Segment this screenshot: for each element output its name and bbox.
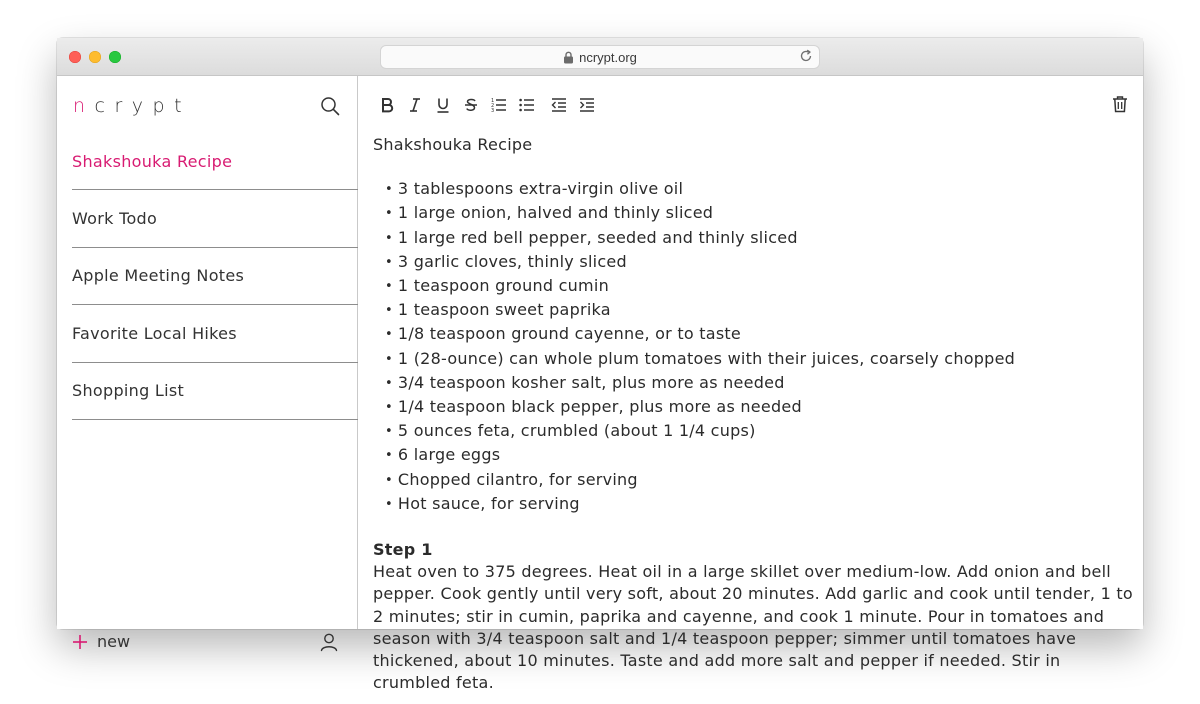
browser-window (57, 38, 1143, 693)
browser-titlebar (57, 38, 1143, 76)
bullet-list-icon (519, 97, 535, 113)
reload-icon[interactable] (799, 49, 813, 63)
address-bar[interactable] (381, 46, 819, 68)
url-text: ncrypt.org (579, 49, 637, 65)
maximize-window-button[interactable] (109, 51, 121, 63)
strikethrough-icon (464, 97, 478, 113)
strikethrough-button[interactable] (457, 94, 485, 116)
underline-button[interactable] (429, 94, 457, 116)
note-item-favorite-local-hikes[interactable]: Favorite Local Hikes (72, 305, 358, 363)
app-logo: ncrypt (73, 95, 192, 117)
note-item-shakshouka-recipe[interactable]: Shakshouka Recipe (72, 132, 358, 190)
note-list (72, 151, 358, 420)
svg-text:1: 1 (491, 98, 495, 104)
list-item: • 1/8 teaspoon ground cayenne, or to taste (385, 323, 1133, 347)
list-item: • 6 large eggs (385, 444, 1133, 468)
list-item: • 1 large red bell pepper, seeded and thinly sliced (385, 227, 1133, 251)
outdent-button[interactable] (545, 94, 573, 116)
list-item: • 3 tablespoons extra-virgin olive oil (385, 178, 1133, 202)
note-item-work-todo[interactable]: Work Todo (72, 190, 358, 248)
close-window-button[interactable] (69, 51, 81, 63)
minimize-window-button[interactable] (89, 51, 101, 63)
plus-icon (72, 634, 88, 650)
svg-text:2: 2 (491, 103, 495, 109)
note-item-apple-meeting-notes[interactable]: Apple Meeting Notes (72, 248, 358, 306)
new-note-label: new (97, 632, 131, 651)
list-item: • 3 garlic cloves, thinly sliced (385, 251, 1133, 275)
list-item: • 1 large onion, halved and thinly sliced (385, 202, 1133, 226)
lock-icon (563, 51, 574, 64)
list-item: • 1 teaspoon sweet paprika (385, 299, 1133, 323)
list-item: • 3/4 teaspoon kosher salt, plus more as needed (385, 372, 1133, 396)
indent-icon (579, 97, 595, 113)
step-text: Heat oven to 375 degrees. Heat oil in a large skillet over medium-low. Add onion and bell pepper. Cook gently until very soft, about 20 minutes. Add garlic and cook until tender, 1 to 2 minutes; stir in cumin, paprika and cayenne, and cook 1 minute. Pour in tomatoes and season with 3/4 teaspoon salt and 1/4 teaspoon pepper; simmer until tomatoes have thickened, about 10 minutes. Taste and add more salt and pepper if needed. Stir in crumbled feta. (373, 562, 1133, 693)
list-item: • 5 ounces feta, crumbled (about 1 1/4 cups) (385, 420, 1133, 444)
indent-button[interactable] (573, 94, 601, 116)
svg-text:3: 3 (491, 108, 495, 114)
user-icon[interactable] (319, 632, 339, 652)
list-item: • Hot sauce, for serving (385, 493, 1133, 517)
note-title: Shakshouka Recipe (373, 135, 533, 154)
trash-icon[interactable] (1111, 95, 1129, 113)
bold-button[interactable] (373, 94, 401, 116)
italic-button[interactable] (401, 94, 429, 116)
ordered-list-button[interactable] (485, 94, 513, 116)
bullet-list-button[interactable] (513, 94, 541, 116)
list-item: • 1 (28-ounce) can whole plum tomatoes with their juices, coarsely chopped (385, 348, 1133, 372)
underline-icon (436, 97, 450, 113)
note-editor (358, 76, 1143, 693)
formatting-toolbar (373, 94, 601, 116)
outdent-icon (551, 97, 567, 113)
note-content[interactable] (373, 134, 1133, 694)
search-icon[interactable] (319, 95, 341, 117)
bold-icon (380, 97, 394, 113)
note-item-shopping-list[interactable]: Shopping List (72, 363, 358, 421)
new-note-button[interactable] (72, 632, 130, 651)
list-item: • Chopped cilantro, for serving (385, 469, 1133, 493)
notes-sidebar (57, 76, 358, 651)
ordered-list-icon (491, 97, 507, 113)
ingredient-list (373, 178, 1133, 517)
italic-icon (408, 97, 422, 113)
step-heading: Step 1 (373, 540, 433, 560)
list-item: • 1/4 teaspoon black pepper, plus more as needed (385, 396, 1133, 420)
list-item: • 1 teaspoon ground cumin (385, 275, 1133, 299)
